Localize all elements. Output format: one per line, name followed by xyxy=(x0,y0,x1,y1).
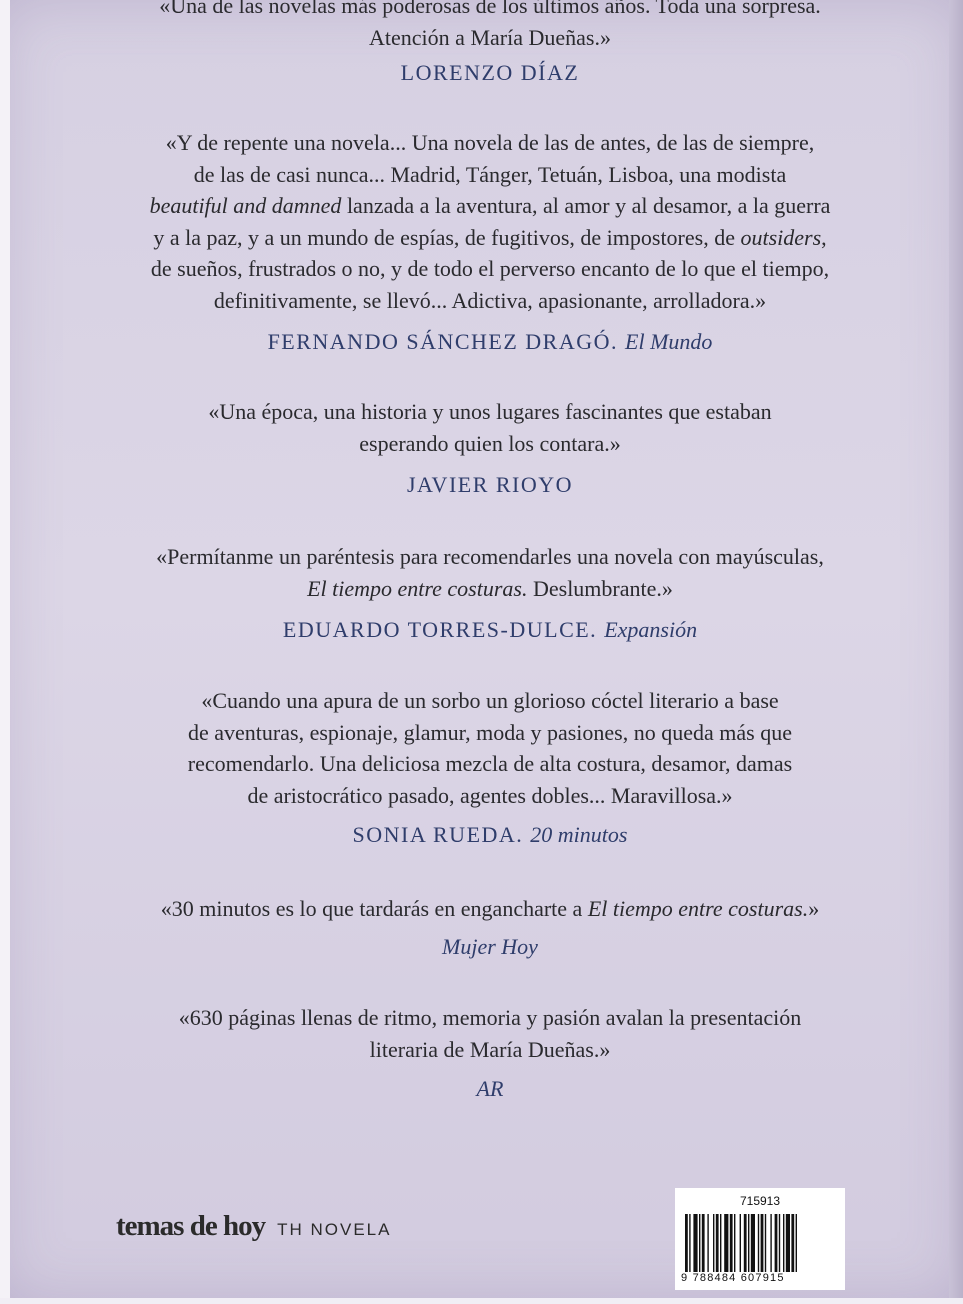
barcode-code: 715913 xyxy=(739,1194,781,1208)
quote-publication: Mujer Hoy xyxy=(442,934,538,959)
italic-phrase: beautiful and damned xyxy=(149,193,342,218)
quote-publication: AR xyxy=(476,1076,504,1101)
quote-author: FERNANDO SÁNCHEZ DRAGÓ. xyxy=(267,329,619,354)
italic-phrase: El tiempo entre costuras. xyxy=(307,575,528,601)
barcode-bar xyxy=(758,1214,759,1272)
barcode-bar xyxy=(783,1214,784,1272)
italic-phrase: El tiempo entre costuras. xyxy=(587,896,809,921)
barcode-bar xyxy=(775,1214,778,1272)
quote-author: JAVIER RIOYO xyxy=(406,472,574,497)
quote-fernando-sanchez-drago xyxy=(110,127,870,316)
quote-ar xyxy=(110,1002,870,1065)
barcode-bar xyxy=(744,1214,747,1272)
quote-line: de las de casi nunca... Madrid, Tánger, Tetuán, Lisboa, una modista xyxy=(193,161,787,187)
barcode-bar xyxy=(786,1214,790,1272)
quote-publication: 20 minutos xyxy=(530,822,628,847)
quote-line: de sueños, frustrados o no, y de todo el perverso encanto de lo que el tiempo, xyxy=(150,256,830,281)
quote-line: literaria de María Dueñas.» xyxy=(369,1036,611,1062)
barcode-bar xyxy=(713,1214,714,1272)
quote-author: SONIA RUEDA. xyxy=(352,822,524,847)
quote-line: definitivamente, se llevó... Adictiva, apasionante, arrolladora.» xyxy=(213,287,767,313)
isbn-digits: 9 788484 607915 xyxy=(681,1272,785,1284)
quote-mujer-hoy xyxy=(110,893,870,925)
barcode-bar xyxy=(707,1214,708,1272)
barcode-bar xyxy=(765,1214,766,1272)
barcode-bar xyxy=(702,1214,705,1272)
collection-name: TH NOVELA xyxy=(277,1220,392,1239)
quote-author: LORENZO DÍAZ xyxy=(400,60,580,85)
quote-javier-rioyo xyxy=(110,396,870,459)
barcode-bar xyxy=(740,1214,741,1272)
barcode-bar xyxy=(730,1214,733,1272)
quote-line: «Una de las novelas más poderosas de los últimos años. Toda una sorpresa. xyxy=(159,0,821,18)
quote-line: «Y de repente una novela... Una novela de las de antes, de las de siempre, xyxy=(165,130,815,155)
barcode-bar xyxy=(734,1214,735,1272)
barcode-bar xyxy=(791,1214,794,1272)
barcode-bar xyxy=(761,1214,764,1272)
publisher-brand xyxy=(116,1210,391,1243)
quote-line: El tiempo entre costuras. Deslumbrante.» xyxy=(307,575,673,601)
barcode-bar xyxy=(748,1214,749,1272)
barcode-bar xyxy=(685,1214,688,1272)
quote-author: EDUARDO TORRES-DULCE. xyxy=(282,617,598,642)
quote-eduardo-torres-dulce xyxy=(110,541,870,604)
quote-line: «Permítanme un paréntesis para recomendarles una novela con mayúsculas, xyxy=(156,544,824,569)
barcode-bar xyxy=(699,1214,700,1272)
bottom-page-edge xyxy=(0,1298,963,1304)
right-page-edge xyxy=(949,0,963,1304)
left-page-edge xyxy=(0,0,10,1304)
barcode-bar xyxy=(716,1214,719,1272)
italic-phrase: outsiders xyxy=(740,224,822,250)
quote-lorenzo-diaz xyxy=(110,0,870,53)
barcode-bar xyxy=(720,1214,721,1272)
barcode-bar xyxy=(689,1214,690,1272)
barcode-bar xyxy=(796,1214,797,1272)
quote-source xyxy=(110,1076,870,1102)
barcode-bar xyxy=(693,1214,697,1272)
barcode-bar xyxy=(751,1214,755,1272)
quote-line: esperando quien los contara.» xyxy=(359,430,621,456)
quote-source xyxy=(110,822,870,848)
barcode-icon xyxy=(685,1214,835,1272)
publisher-logo: temas de hoy xyxy=(116,1210,266,1242)
quote-line: «30 minutos es lo que tardarás en engancharte a El tiempo entre costuras.» xyxy=(160,896,820,921)
quote-sonia-rueda xyxy=(110,685,870,811)
quote-source xyxy=(110,472,870,498)
barcode-bar xyxy=(724,1214,728,1272)
barcode-label xyxy=(675,1188,845,1290)
quote-line: de aventuras, espionaje, glamur, moda y pasiones, no queda más que xyxy=(188,719,792,745)
quote-publication: Expansión xyxy=(604,617,698,642)
quote-line: «Cuando una apura de un sorbo un glorioso cóctel literario a base xyxy=(201,688,779,713)
barcode-bar xyxy=(770,1214,771,1272)
quote-source xyxy=(110,934,870,960)
quote-line: recomendarlo. Una deliciosa mezcla de alta costura, desamor, damas xyxy=(187,751,793,776)
barcode-bar xyxy=(779,1214,780,1272)
quote-line: Atención a María Dueñas.» xyxy=(369,24,611,50)
quote-line: y a la paz, y a un mundo de espías, de fugitivos, de impostores, de outsiders, xyxy=(153,224,827,250)
quote-line: «Una época, una historia y unos lugares fascinantes que estaban xyxy=(208,399,772,424)
quote-line: de aristocrático pasado, agentes dobles... Maravillosa.» xyxy=(247,782,733,808)
quote-publication: El Mundo xyxy=(625,329,713,354)
quote-source xyxy=(110,329,870,355)
quote-source xyxy=(110,60,870,86)
quote-line: «630 páginas llenas de ritmo, memoria y pasión avalan la presentación xyxy=(178,1005,802,1030)
quote-line: beautiful and damned lanzada a la aventura, al amor y al desamor, a la guerra xyxy=(149,193,831,218)
quote-source xyxy=(110,617,870,643)
